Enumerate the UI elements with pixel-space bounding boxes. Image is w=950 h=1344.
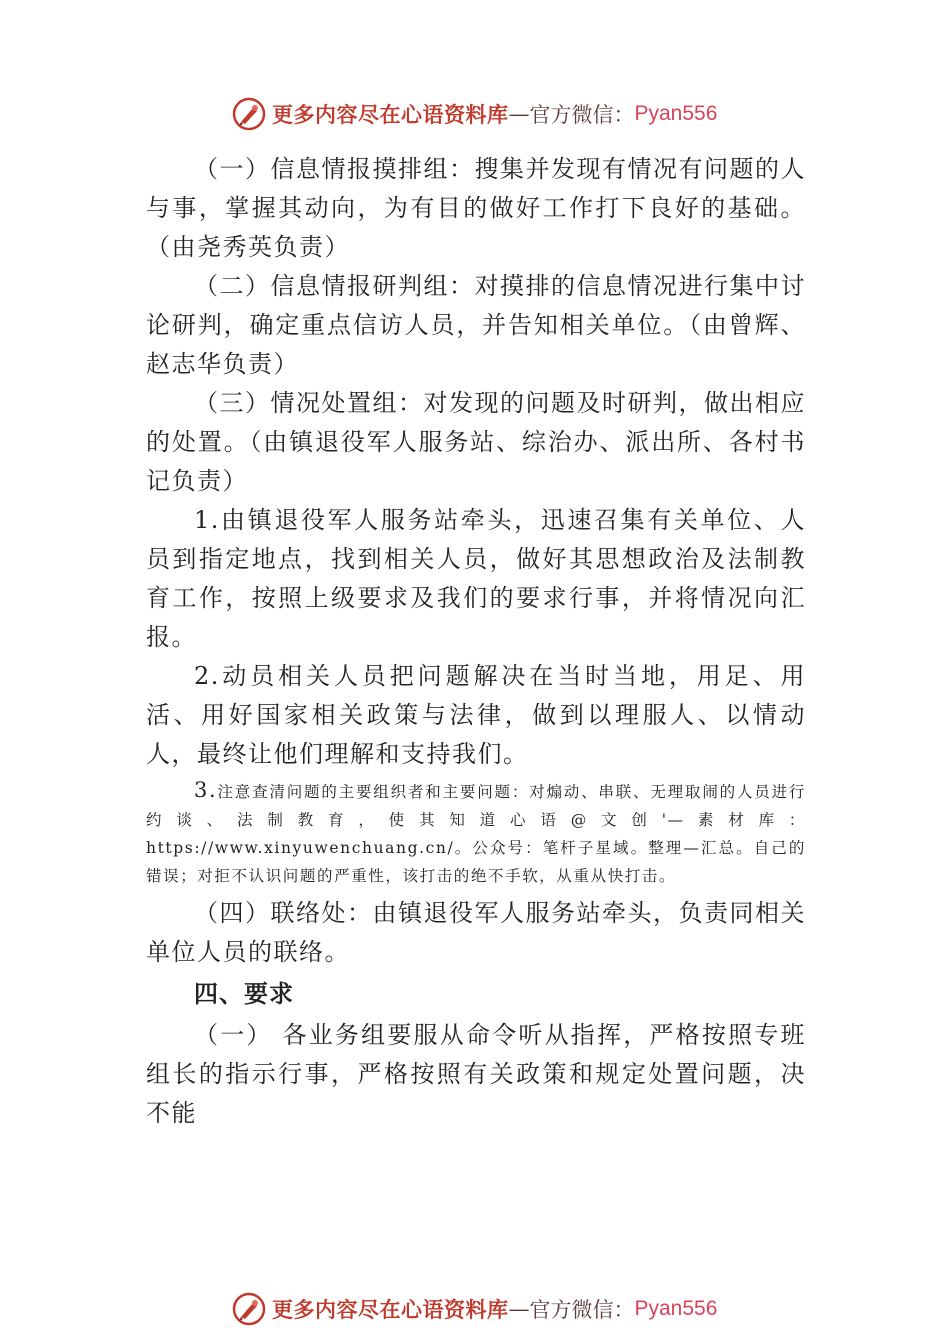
paragraph-handling-group: （三）情况处置组：对发现的问题及时研判，做出相应的处置。（由镇退役军人服务站、综治办、派出所、各村书记负责） — [146, 389, 806, 495]
section-heading-requirements: 四、要求 — [194, 980, 294, 1008]
document-body — [146, 150, 806, 1133]
footer-banner — [232, 1291, 717, 1327]
header-wechat-label: 官方微信： — [529, 103, 635, 127]
header-banner — [232, 96, 717, 132]
paragraph-liaison: （四）联络处：由镇退役军人服务站牵头，负责同相关单位人员的联络。 — [146, 899, 806, 966]
header-dash: — — [508, 102, 530, 126]
paragraph-requirement-1: （一） 各业务组要服从命令听从指挥，严格按照专班组长的指示行事，严格按照有关政策和规定处置问题，决不能 — [146, 1021, 806, 1127]
item-3-text: 注意查清问题的主要组织者和主要问题：对煽动、串联、无理取闹的人员进行约谈、法制教育，使其知道心语@文创'—素材库：https://www.xinyuwenchuang.cn/。公众号：笔杆子星域。整理—汇总。自己的错误；对拒不认识问题的严重性，该打击的绝不手软，从重从快打击。 — [146, 783, 806, 885]
paragraph-info-analysis: （二）信息情报研判组：对摸排的信息情况进行集中讨论研判，确定重点信访人员，并告知相关单位。（由曾辉、赵志华负责） — [146, 272, 806, 378]
paragraph-item-3 — [146, 776, 806, 890]
header-wechat-id: Pyan556 — [634, 102, 718, 125]
pen-logo-icon — [232, 1292, 266, 1326]
footer-wechat-label: 官方微信： — [529, 1298, 635, 1322]
footer-site-name: 更多内容尽在心语资料库 — [272, 1297, 509, 1322]
item-3-number: 3. — [194, 778, 218, 802]
paragraph-info-collection: （一）信息情报摸排组：搜集并发现有情况有问题的人与事，掌握其动向，为有目的做好工作打下良好的基础。（由尧秀英负责） — [146, 155, 806, 261]
pen-logo-icon — [232, 97, 266, 131]
header-site-name: 更多内容尽在心语资料库 — [272, 102, 509, 127]
footer-dash: — — [508, 1297, 530, 1321]
paragraph-item-1: 1.由镇退役军人服务站牵头，迅速召集有关单位、人员到指定地点，找到相关人员，做好其思想政治及法制教育工作，按照上级要求及我们的要求行事，并将情况向汇报。 — [146, 506, 806, 651]
paragraph-item-2: 2.动员相关人员把问题解决在当时当地，用足、用活、用好国家相关政策与法律，做到以理服人、以情动人，最终让他们理解和支持我们。 — [146, 662, 806, 768]
footer-wechat-id: Pyan556 — [634, 1297, 718, 1320]
